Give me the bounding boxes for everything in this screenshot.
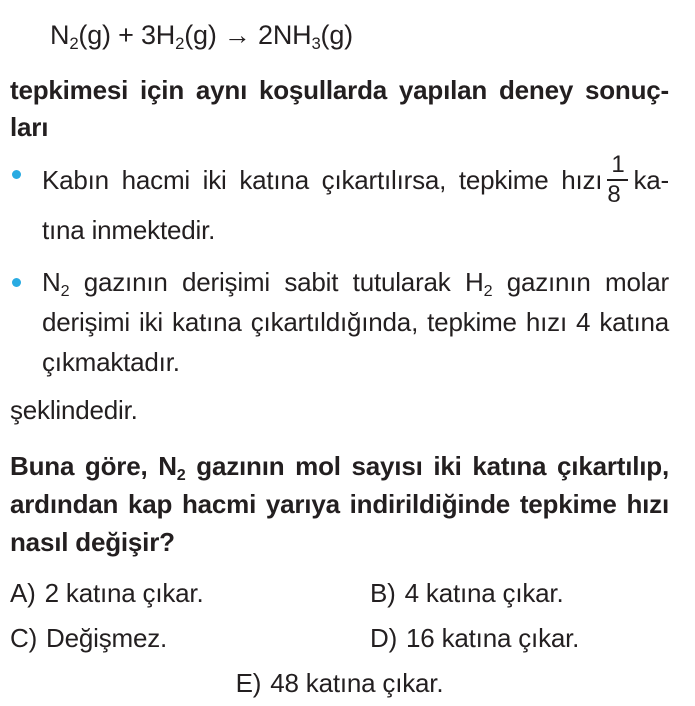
option-b-text: 4 katına çıkar. <box>404 578 564 608</box>
text-line: nasıl değişir? <box>10 527 175 557</box>
bullet-dot-icon <box>12 170 21 179</box>
bullet-2-text <box>42 262 669 382</box>
option-c-label: C) <box>10 623 38 653</box>
text-line: çıkmaktadır. <box>42 347 180 377</box>
option-c-text: Değişmez. <box>46 623 168 653</box>
option-e[interactable] <box>10 665 669 701</box>
option-b-label: B) <box>370 578 396 608</box>
text-line: Buna göre, $N_2$ gazının mol sayısı iki katına çıkartılıp, <box>10 451 669 484</box>
subscript: 3 <box>311 34 321 54</box>
intro-text <box>10 72 669 146</box>
text-line: ları <box>10 112 49 142</box>
fraction <box>607 152 628 208</box>
fraction-numerator: 1 <box>607 152 628 181</box>
subscript: 2 <box>175 34 185 54</box>
fraction-denominator: 8 <box>607 181 621 208</box>
bullet-item-2 <box>10 262 669 382</box>
subscript: 2 <box>176 465 186 484</box>
text-line: $N_2$ gazının derişimi sabit tutularak $H_2$ gazının molar <box>42 267 670 300</box>
option-d-text: 16 katına çıkar. <box>406 623 580 653</box>
text-line: ardından kap hacmi yarıya indirildiğinde tepkime hızı <box>10 489 669 519</box>
subscript: 2 <box>60 281 70 300</box>
option-a-label: A) <box>10 578 36 608</box>
bullet-item-1 <box>10 151 669 250</box>
option-e-text: 48 katına çıkar. <box>270 668 444 698</box>
question-text <box>10 447 669 561</box>
option-c[interactable] <box>10 620 370 656</box>
text-line: tepkimesi için aynı koşullarda yapılan deney sonuç- <box>10 75 669 105</box>
closing-text: şeklindedir. <box>10 395 138 425</box>
answer-options <box>10 575 669 701</box>
subscript: 2 <box>483 281 493 300</box>
option-d[interactable] <box>370 620 669 656</box>
text-line: tına inmektedir. <box>42 215 216 245</box>
option-d-label: D) <box>370 623 398 653</box>
option-e-label: E) <box>235 668 262 698</box>
subscript: 2 <box>69 34 79 54</box>
chemical-equation: $N_2(g) + 3H_2(g) \to 2NH_3(g)$ <box>50 20 353 54</box>
option-b[interactable] <box>370 575 669 611</box>
bullet-dot-icon <box>12 278 21 287</box>
bullet-1-text <box>42 151 669 250</box>
text-line: derişimi iki katına çıkartıldığında, tepkime hızı 4 katına <box>42 307 669 337</box>
text-line: Kabın hacmi iki katına çıkartılırsa, tepkime hızı $\frac{1}{8}$ ka- <box>42 151 669 208</box>
option-a[interactable] <box>10 575 370 611</box>
option-a-text: 2 katına çıkar. <box>44 578 204 608</box>
